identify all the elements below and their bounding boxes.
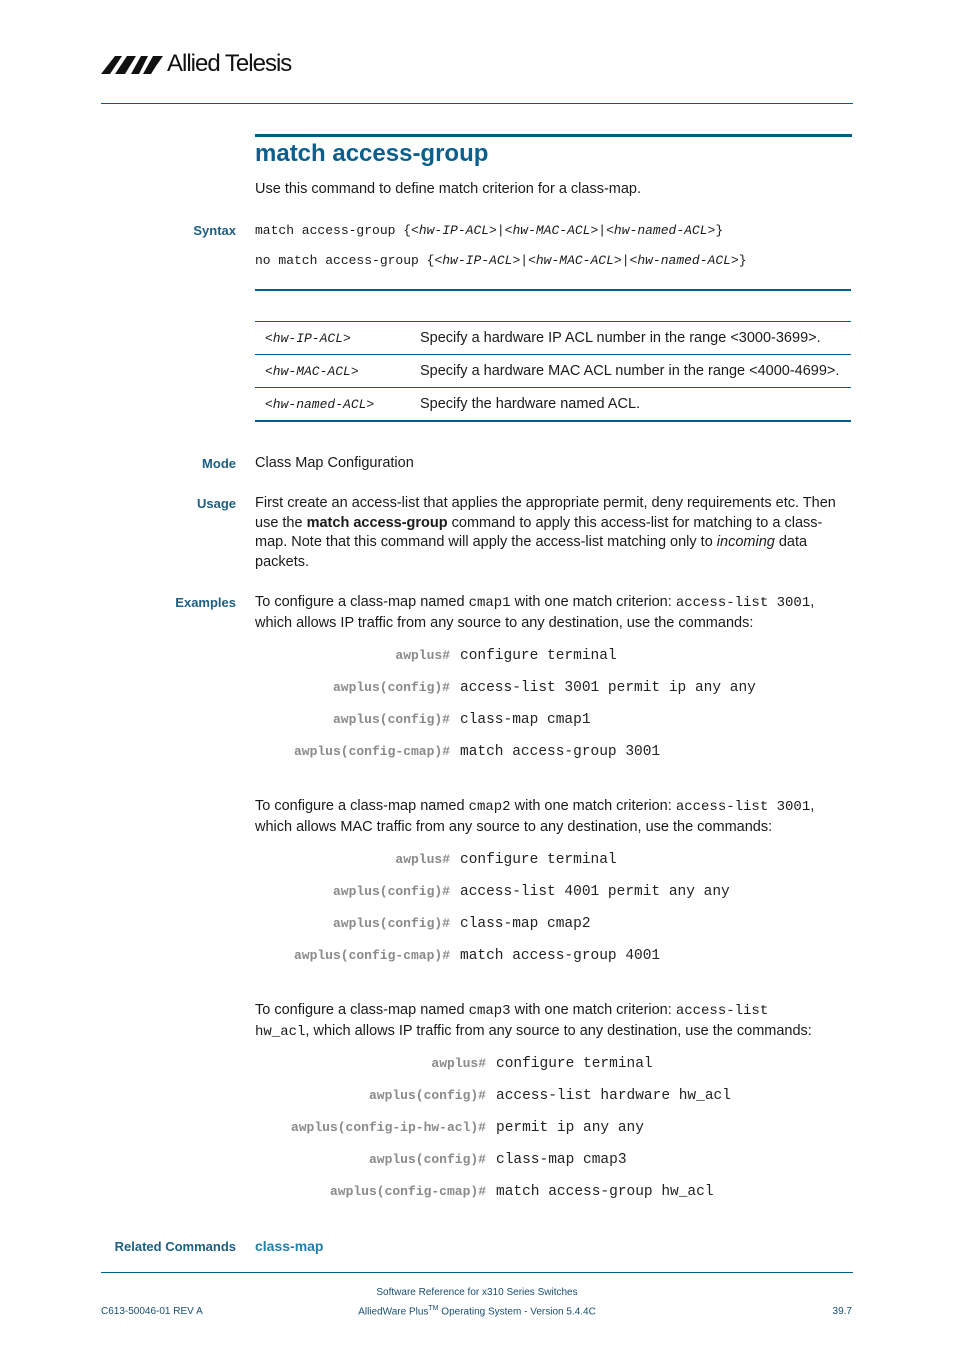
brand-name: Allied Telesis xyxy=(167,50,292,77)
cli-prompt: awplus(config-cmap)# xyxy=(293,744,450,759)
cli-prompt: awplus(config)# xyxy=(368,1088,486,1103)
footer-title: Software Reference for x310 Series Switches xyxy=(376,1287,578,1298)
cli-prompt: awplus(config)# xyxy=(368,1152,486,1167)
cli-command: access-list 4001 permit any any xyxy=(460,884,730,900)
related-command-link[interactable]: class-map xyxy=(255,1238,324,1254)
examples-label: Examples xyxy=(175,595,236,610)
cli-command: class-map cmap3 xyxy=(496,1152,627,1168)
cli-prompt: awplus# xyxy=(395,852,450,867)
cli-command: configure terminal xyxy=(460,852,617,868)
cli-command: access-list hardware hw_acl xyxy=(496,1088,731,1104)
param-description: Specify a hardware IP ACL number in the range <3000-3699>. xyxy=(410,322,851,355)
page-number: 39.7 xyxy=(832,1306,852,1317)
syntax-line-2: no match access-group {<hw-IP-ACL>|<hw-MAC-ACL>|<hw-named-ACL>} xyxy=(255,253,747,268)
param-name: <hw-named-ACL> xyxy=(255,388,410,422)
cli-prompt: awplus(config)# xyxy=(332,884,450,899)
example-3-text: To configure a class-map named cmap3 with one match criterion: access-list hw_acl, which allows IP traffic from any source to any destination, use the commands: xyxy=(255,1002,812,1040)
cli-prompt: awplus(config)# xyxy=(332,712,450,727)
param-description: Specify a hardware MAC ACL number in the range <4000-4699>. xyxy=(410,355,851,388)
cli-prompt: awplus(config)# xyxy=(332,916,450,931)
mode-text: Class Map Configuration xyxy=(255,455,414,471)
cli-prompt: awplus# xyxy=(431,1056,486,1071)
table-row xyxy=(255,388,851,422)
cli-command: class-map cmap2 xyxy=(460,916,591,932)
related-commands-label: Related Commands xyxy=(114,1239,236,1254)
usage-label: Usage xyxy=(196,496,236,511)
cli-command: permit ip any any xyxy=(496,1120,644,1136)
header-rule xyxy=(101,103,853,104)
cli-command: match access-group 3001 xyxy=(460,744,661,760)
usage-text: First create an access-list that applies the appropriate permit, deny requirements etc. Then use the match access-group command to apply this access-list for matching to a class-map. Note that this command will apply the access-list matching only to incoming data packets. xyxy=(255,495,836,570)
footer-rule xyxy=(101,1272,853,1273)
cli-prompt: awplus(config-ip-hw-acl)# xyxy=(290,1120,486,1135)
cli-command: configure terminal xyxy=(496,1056,653,1072)
title-rule xyxy=(255,134,852,137)
cli-prompt: awplus# xyxy=(395,648,450,663)
syntax-label: Syntax xyxy=(193,223,236,238)
cli-command: configure terminal xyxy=(460,648,617,664)
logo xyxy=(101,50,301,80)
cli-command: class-map cmap1 xyxy=(460,712,591,728)
syntax-line-1: match access-group {<hw-IP-ACL>|<hw-MAC-ACL>|<hw-named-ACL>} xyxy=(255,223,724,238)
page-title: match access-group xyxy=(255,140,489,167)
parameter-table xyxy=(255,322,851,422)
footer-os-version: AlliedWare Plus™ Operating System - Version 5.4.4C xyxy=(358,1305,596,1318)
example-1-text: To configure a class-map named cmap1 with one match criterion: access-list 3001, which allows IP traffic from any source to any destination, use the commands: xyxy=(255,594,815,631)
cli-prompt: awplus(config-cmap)# xyxy=(293,948,450,963)
mode-label: Mode xyxy=(202,456,236,471)
cli-prompt: awplus(config)# xyxy=(332,680,450,695)
example-2-text: To configure a class-map named cmap2 with one match criterion: access-list 3001, which allows MAC traffic from any source to any destination, use the commands: xyxy=(255,798,815,835)
cli-command: match access-group 4001 xyxy=(460,948,661,964)
table-top-rule xyxy=(255,289,851,291)
table-row xyxy=(255,355,851,388)
table-row xyxy=(255,322,851,355)
cli-command: match access-group hw_acl xyxy=(496,1184,714,1200)
footer-doc-number: C613-50046-01 REV A xyxy=(101,1306,203,1317)
allied-telesis-logo-icon xyxy=(101,50,165,80)
cli-command: access-list 3001 permit ip any any xyxy=(460,680,756,696)
param-name: <hw-MAC-ACL> xyxy=(255,355,410,388)
cli-prompt: awplus(config-cmap)# xyxy=(329,1184,486,1199)
intro-text: Use this command to define match criterion for a class-map. xyxy=(255,181,642,197)
param-name: <hw-IP-ACL> xyxy=(255,322,410,355)
param-description: Specify the hardware named ACL. xyxy=(410,388,851,422)
